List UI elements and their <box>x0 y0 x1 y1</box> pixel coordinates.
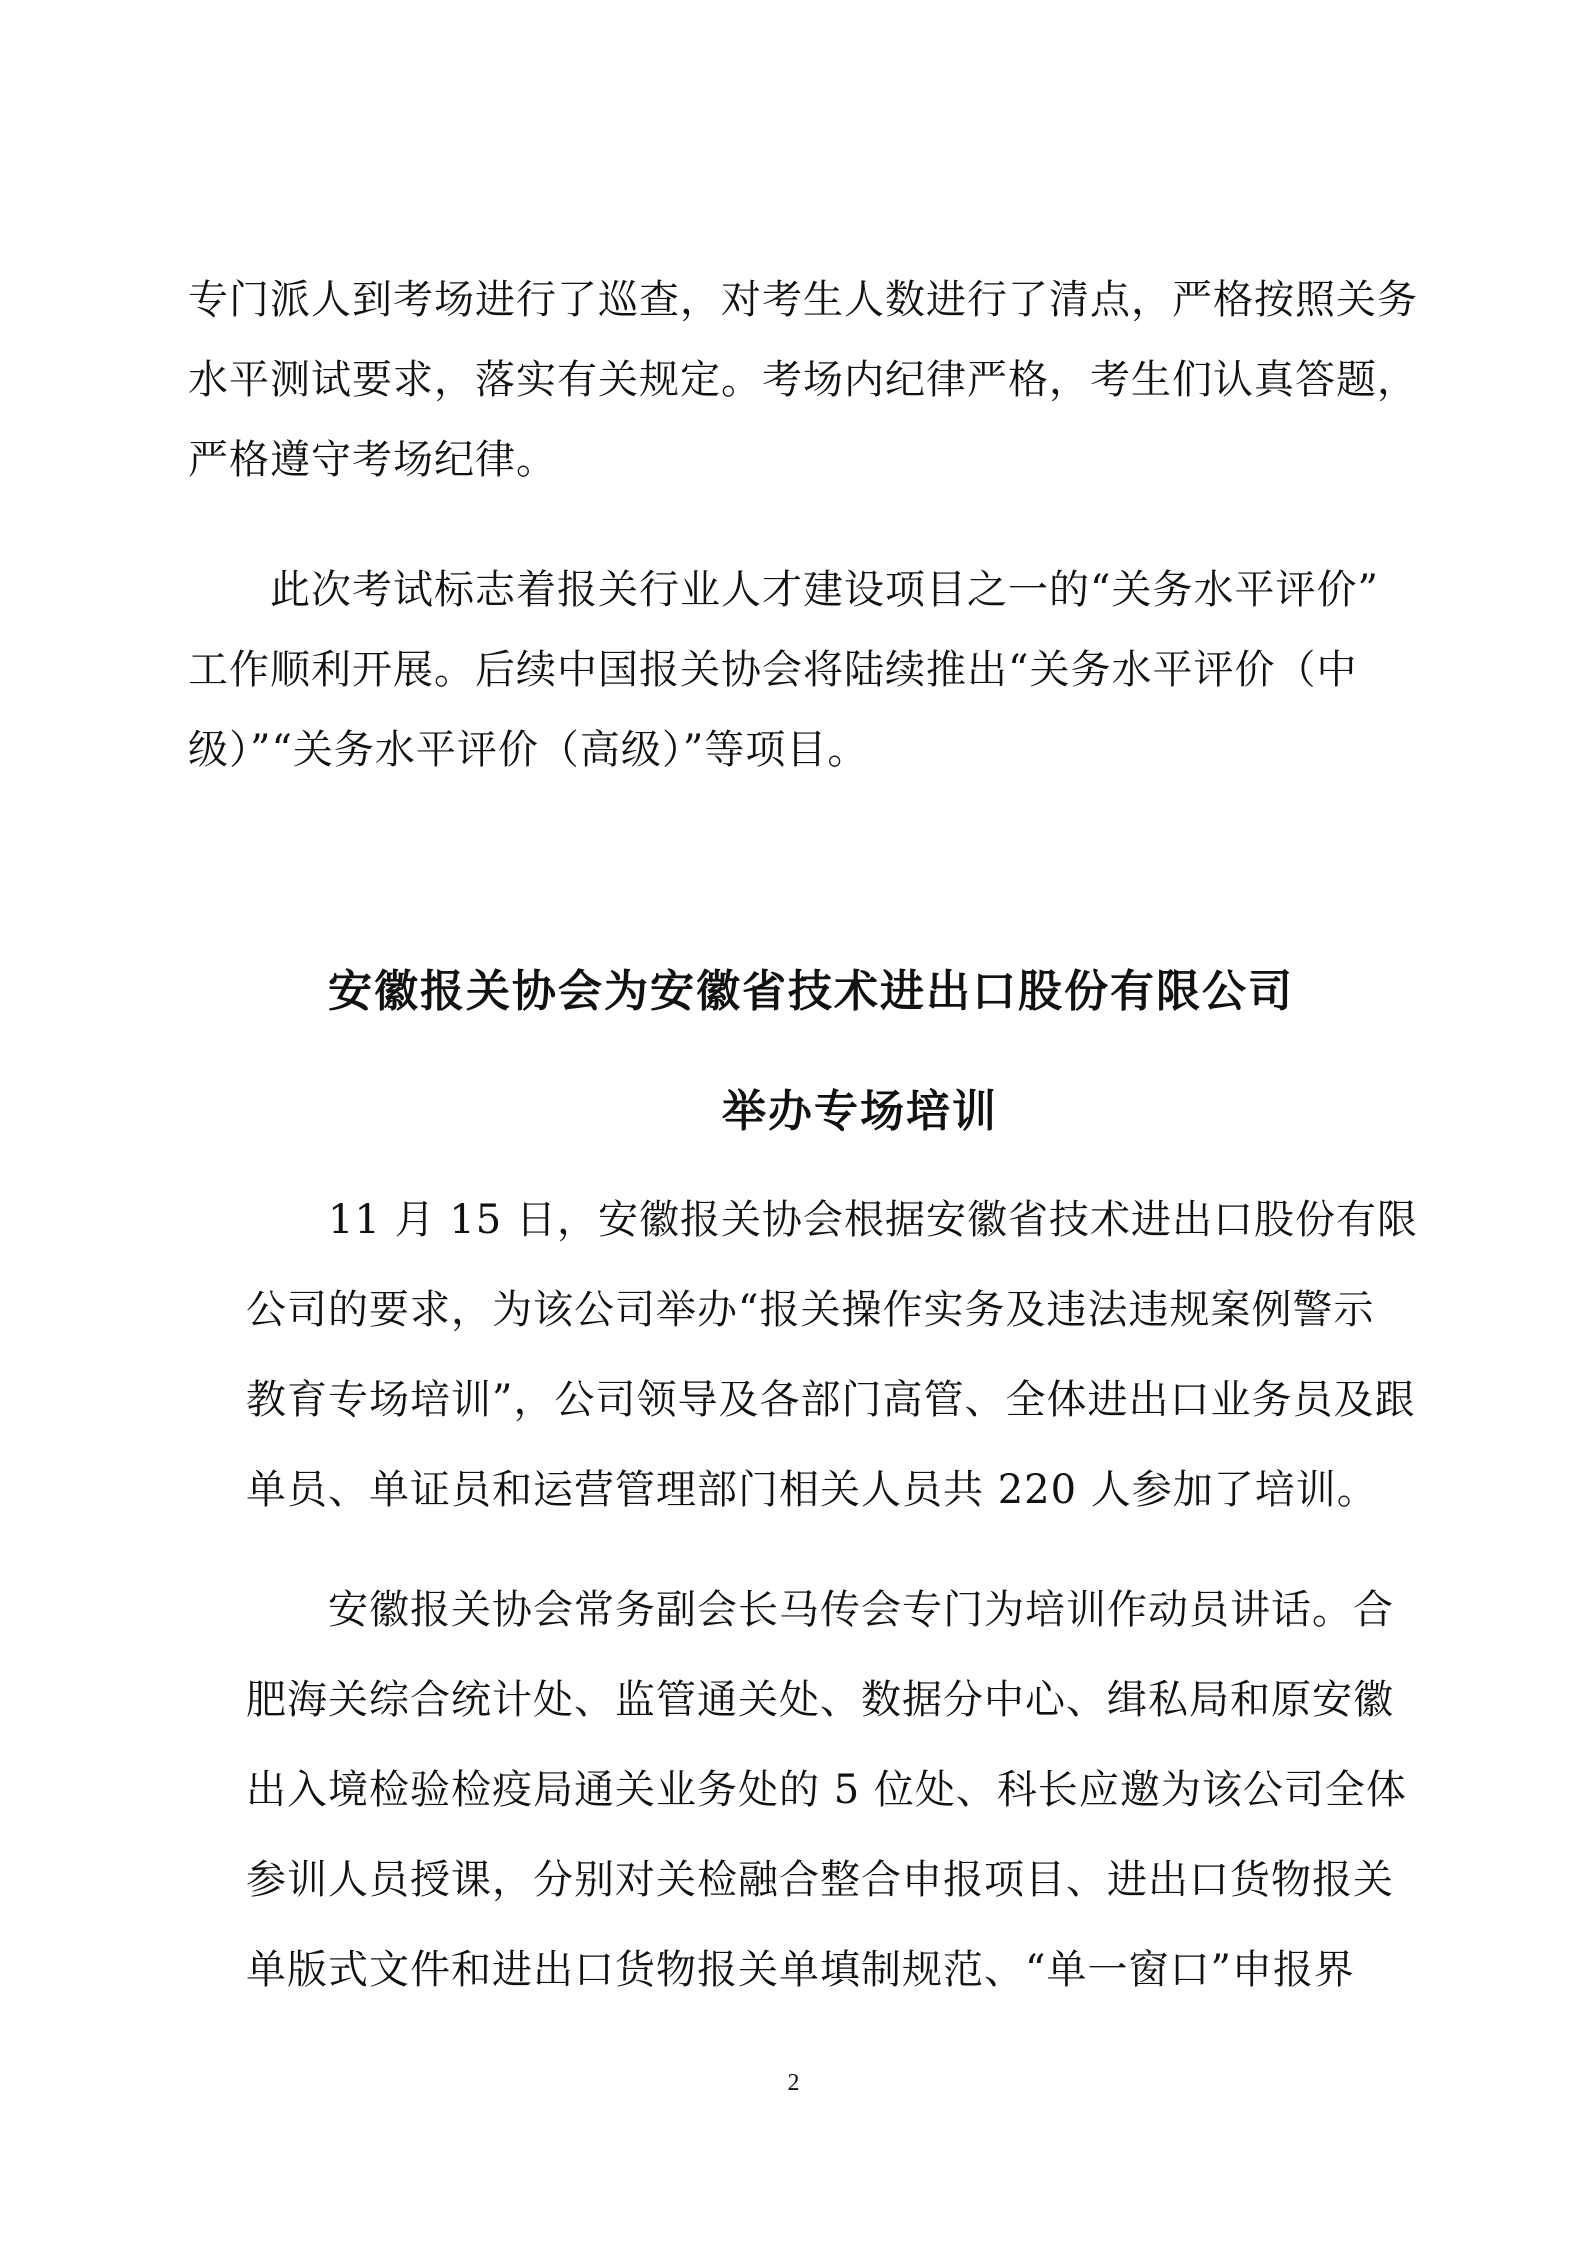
text-line: 出入境检验检疫局通关业务处的 5 位处、科长应邀为该公司全体 <box>246 1767 1407 1813</box>
text-line: 11 月 15 日，安徽报关协会根据安徽省技术进出口股份有限 <box>328 1197 1418 1243</box>
text-line: 工作顺利开展。后续中国报关协会将陆续推出“关务水平评价（中 <box>188 647 1358 693</box>
text-line: 单员、单证员和运营管理部门相关人员共 220 人参加了培训。 <box>246 1467 1378 1513</box>
text-line: 公司的要求，为该公司举办“报关操作实务及违法违规案例警示 <box>246 1287 1375 1333</box>
article-title-line-2: 举办专场培训 <box>722 1086 998 1137</box>
text-line: 参训人员授课，分别对关检融合整合申报项目、进出口货物报关 <box>246 1857 1394 1903</box>
article-title-line-1: 安徽报关协会为安徽省技术进出口股份有限公司 <box>328 966 1294 1017</box>
text-line: 单版式文件和进出口货物报关单填制规范、“单一窗口”申报界 <box>246 1947 1355 1993</box>
text-line: 此次考试标志着报关行业人才建设项目之一的“关务水平评价” <box>270 567 1379 613</box>
text-line: 安徽报关协会常务副会长马传会专门为培训作动员讲话。合 <box>328 1587 1394 1633</box>
text-line: 专门派人到考场进行了巡查，对考生人数进行了清点，严格按照关务 <box>188 277 1418 323</box>
text-line: 教育专场培训”，公司领导及各部门高管、全体进出口业务员及跟 <box>246 1377 1416 1423</box>
page-number: 2 <box>787 2070 800 2096</box>
text-line: 肥海关综合统计处、监管通关处、数据分中心、缉私局和原安徽 <box>246 1677 1394 1723</box>
text-line: 级）”“关务水平评价（高级）”等项目。 <box>188 727 869 773</box>
text-line: 严格遵守考场纪律。 <box>188 437 557 483</box>
text-line: 水平测试要求，落实有关规定。考场内纪律严格，考生们认真答题， <box>188 357 1418 403</box>
